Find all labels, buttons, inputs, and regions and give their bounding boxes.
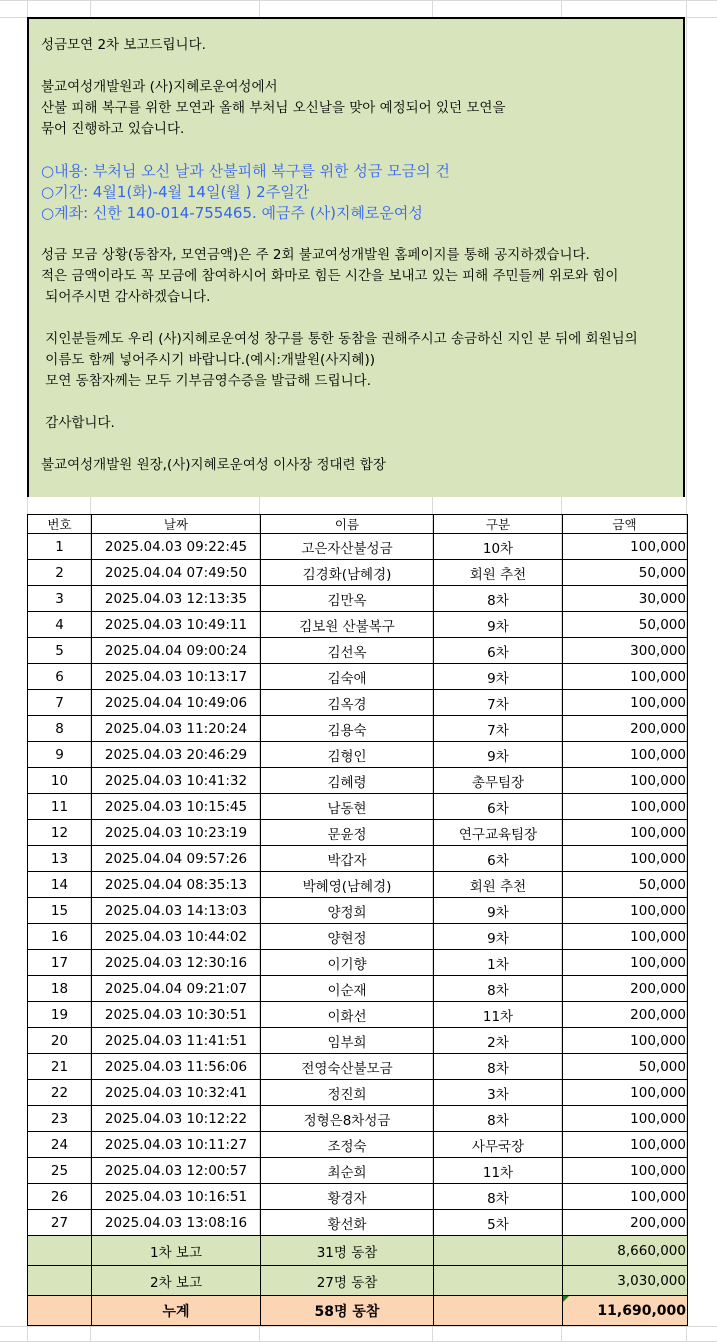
cell-name[interactable]: 박갑자 <box>261 846 434 872</box>
table-row <box>28 794 688 820</box>
cell-amount[interactable]: 200,000 <box>563 976 688 1002</box>
notice-status: 되어주시면 감사하겠습니다. <box>41 289 211 305</box>
table-row <box>28 846 688 872</box>
cell-no[interactable]: 17 <box>28 950 92 976</box>
table-row <box>28 898 688 924</box>
cell-no[interactable]: 2 <box>28 560 92 586</box>
cell-date[interactable]: 2025.04.03 10:12:22 <box>92 1106 261 1132</box>
cell-empty[interactable] <box>434 1266 563 1296</box>
info-content: ○내용: 부처님 오신 날과 산불피해 복구를 위한 성금 모금의 건 <box>41 162 450 180</box>
cell-category[interactable]: 9차 <box>434 898 563 924</box>
table-row <box>28 534 688 560</box>
cell-amount[interactable]: 100,000 <box>563 1158 688 1184</box>
table-row <box>28 976 688 1002</box>
cell-amount[interactable]: 200,000 <box>563 1210 688 1236</box>
table-row <box>28 1002 688 1028</box>
cell-category[interactable]: 1차 <box>434 950 563 976</box>
notice-ask: 이름도 함께 넣어주시기 바랍니다.(예시:개발원(사지혜)) <box>41 352 375 368</box>
cell-amount[interactable]: 100,000 <box>563 898 688 924</box>
cell-category[interactable]: 8차 <box>434 976 563 1002</box>
cell-category[interactable]: 10차 <box>434 534 563 560</box>
cell-no[interactable]: 3 <box>28 586 92 612</box>
cell-name[interactable]: 황경자 <box>261 1184 434 1210</box>
cell-date[interactable]: 2025.04.03 10:44:02 <box>92 924 261 950</box>
cell-category[interactable]: 5차 <box>434 1210 563 1236</box>
notice-intro: 묶어 진행하고 있습니다. <box>41 121 185 137</box>
cell-category[interactable]: 9차 <box>434 742 563 768</box>
table-row <box>28 950 688 976</box>
cell-name[interactable]: 황선화 <box>261 1210 434 1236</box>
cell-name[interactable]: 이화선 <box>261 1002 434 1028</box>
cell-amount[interactable]: 100,000 <box>563 924 688 950</box>
cell-empty[interactable] <box>28 1266 92 1296</box>
table-row <box>28 768 688 794</box>
cell-name[interactable]: 양현정 <box>261 924 434 950</box>
grid-line <box>0 1326 717 1327</box>
info-period: ○기간: 4월1(화)-4월 14일(월 ) 2주일간 <box>41 183 310 201</box>
cell-amount[interactable]: 100,000 <box>563 1184 688 1210</box>
cell-amount[interactable]: 100,000 <box>563 690 688 716</box>
summary-row <box>28 1266 688 1296</box>
cell-amount[interactable]: 100,000 <box>563 1028 688 1054</box>
cell-name[interactable]: 정형은8차성금 <box>261 1106 434 1132</box>
notice-status: 적은 금액이라도 꼭 모금에 참여하시어 화마로 힘든 시간을 보내고 있는 피해 주민들께 위로와 힘이 <box>41 268 619 284</box>
cell-date[interactable]: 2025.04.03 11:41:51 <box>92 1028 261 1054</box>
cell-amount[interactable]: 100,000 <box>563 534 688 560</box>
total-amount[interactable]: 11,690,000 <box>563 1296 688 1326</box>
cell-date[interactable]: 2025.04.03 11:20:24 <box>92 716 261 742</box>
cell-name[interactable]: 문윤정 <box>261 820 434 846</box>
cell-category[interactable]: 7차 <box>434 716 563 742</box>
total-row <box>28 1296 688 1326</box>
cell-no[interactable]: 10 <box>28 768 92 794</box>
cell-amount[interactable]: 300,000 <box>563 638 688 664</box>
cell-category[interactable]: 6차 <box>434 846 563 872</box>
notice-box <box>27 17 685 497</box>
cell-no[interactable]: 25 <box>28 1158 92 1184</box>
table-row <box>28 1080 688 1106</box>
cell-name[interactable]: 이기향 <box>261 950 434 976</box>
cell-amount[interactable]: 50,000 <box>563 1054 688 1080</box>
cell-no[interactable]: 22 <box>28 1080 92 1106</box>
cell-no[interactable]: 19 <box>28 1002 92 1028</box>
cell-amount[interactable]: 100,000 <box>563 664 688 690</box>
table-row <box>28 1158 688 1184</box>
cell-name[interactable]: 김보원 산불복구 <box>261 612 434 638</box>
cell-category[interactable]: 6차 <box>434 794 563 820</box>
cell-no[interactable]: 11 <box>28 794 92 820</box>
table-row <box>28 690 688 716</box>
summary-label[interactable]: 2차 보고 <box>92 1266 261 1296</box>
cell-date[interactable]: 2025.04.03 09:22:45 <box>92 534 261 560</box>
cell-no[interactable]: 6 <box>28 664 92 690</box>
cell-no[interactable]: 21 <box>28 1054 92 1080</box>
notice-thanks: 감사합니다. <box>41 415 115 431</box>
cell-name[interactable]: 정진희 <box>261 1080 434 1106</box>
cell-category[interactable]: 9차 <box>434 664 563 690</box>
info-account: ○계좌: 신한 140-014-755465. 예금주 (사)지혜로운여성 <box>41 204 423 222</box>
table-row <box>28 1184 688 1210</box>
cell-amount[interactable]: 50,000 <box>563 872 688 898</box>
table-row <box>28 872 688 898</box>
notice-ask: 지인분들께도 우리 (사)지혜로운여성 창구를 통한 동참을 권해주시고 송금하신 지인 분 뒤에 회원님의 <box>41 331 638 347</box>
cell-date[interactable]: 2025.04.03 10:30:51 <box>92 1002 261 1028</box>
cell-category[interactable]: 2차 <box>434 1028 563 1054</box>
cell-category[interactable]: 총무팀장 <box>434 768 563 794</box>
cell-no[interactable]: 27 <box>28 1210 92 1236</box>
notice-title: 성금모연 2차 보고드립니다. <box>41 37 206 53</box>
cell-category[interactable]: 9차 <box>434 612 563 638</box>
cell-date[interactable]: 2025.04.04 09:00:24 <box>92 638 261 664</box>
cell-name[interactable]: 전영숙산불모금 <box>261 1054 434 1080</box>
header-name[interactable]: 이름 <box>261 515 434 534</box>
cell-no[interactable]: 16 <box>28 924 92 950</box>
total-label[interactable]: 누계 <box>92 1296 261 1326</box>
cell-category[interactable]: 연구교육팀장 <box>434 820 563 846</box>
cell-category[interactable]: 11차 <box>434 1002 563 1028</box>
cell-no[interactable]: 23 <box>28 1106 92 1132</box>
cell-amount[interactable]: 200,000 <box>563 716 688 742</box>
cell-name[interactable]: 남동현 <box>261 794 434 820</box>
cell-name[interactable]: 임부희 <box>261 1028 434 1054</box>
cell-name[interactable]: 김숙애 <box>261 664 434 690</box>
cell-category[interactable]: 9차 <box>434 924 563 950</box>
summary-amount[interactable]: 3,030,000 <box>563 1266 688 1296</box>
cell-name[interactable]: 김옥경 <box>261 690 434 716</box>
cell-category[interactable]: 회원 추천 <box>434 872 563 898</box>
cell-date[interactable]: 2025.04.03 12:30:16 <box>92 950 261 976</box>
cell-date[interactable]: 2025.04.04 10:49:06 <box>92 690 261 716</box>
cell-no[interactable]: 18 <box>28 976 92 1002</box>
notice-status: 성금 모금 상황(동참자, 모연금액)은 주 2회 불교여성개발원 홈페이지를 통해 공지하겠습니다. <box>41 247 590 263</box>
table-header-row <box>28 515 688 534</box>
cell-no[interactable]: 12 <box>28 820 92 846</box>
cell-amount[interactable]: 50,000 <box>563 560 688 586</box>
cell-category[interactable]: 8차 <box>434 1106 563 1132</box>
cell-no[interactable]: 14 <box>28 872 92 898</box>
grid-line <box>0 0 717 1</box>
summary-participants[interactable]: 31명 동참 <box>261 1236 434 1266</box>
table-row <box>28 586 688 612</box>
cell-amount[interactable]: 50,000 <box>563 612 688 638</box>
notice-ask: 모연 동참자께는 모두 기부금영수증을 발급해 드립니다. <box>41 373 371 389</box>
notice-signature: 불교여성개발원 원장,(사)지혜로운여성 이사장 정대련 합장 <box>41 457 386 473</box>
cell-name[interactable]: 이순재 <box>261 976 434 1002</box>
cell-amount[interactable]: 100,000 <box>563 742 688 768</box>
table-row <box>28 1054 688 1080</box>
cell-empty[interactable] <box>28 1236 92 1266</box>
cell-no[interactable]: 5 <box>28 638 92 664</box>
cell-date[interactable]: 2025.04.03 10:49:11 <box>92 612 261 638</box>
cell-amount[interactable]: 100,000 <box>563 768 688 794</box>
table-row <box>28 1028 688 1054</box>
table-row <box>28 1106 688 1132</box>
cell-date[interactable]: 2025.04.03 13:08:16 <box>92 1210 261 1236</box>
cell-no[interactable]: 26 <box>28 1184 92 1210</box>
cell-date[interactable]: 2025.04.03 10:16:51 <box>92 1184 261 1210</box>
cell-name[interactable]: 김용숙 <box>261 716 434 742</box>
cell-amount[interactable]: 100,000 <box>563 1080 688 1106</box>
table-row <box>28 1210 688 1236</box>
cell-name[interactable]: 양정희 <box>261 898 434 924</box>
cell-date[interactable]: 2025.04.03 11:56:06 <box>92 1054 261 1080</box>
cell-date[interactable]: 2025.04.03 12:00:57 <box>92 1158 261 1184</box>
cell-category[interactable]: 11차 <box>434 1158 563 1184</box>
cell-name[interactable]: 김형인 <box>261 742 434 768</box>
donation-table <box>27 514 688 1326</box>
cell-date[interactable]: 2025.04.04 07:49:50 <box>92 560 261 586</box>
cell-name[interactable]: 조정숙 <box>261 1132 434 1158</box>
cell-date[interactable]: 2025.04.03 20:46:29 <box>92 742 261 768</box>
cell-amount[interactable]: 200,000 <box>563 1002 688 1028</box>
table-row <box>28 924 688 950</box>
cell-amount[interactable]: 100,000 <box>563 1132 688 1158</box>
cell-amount[interactable]: 100,000 <box>563 820 688 846</box>
cell-no[interactable]: 15 <box>28 898 92 924</box>
cell-date[interactable]: 2025.04.03 10:15:45 <box>92 794 261 820</box>
cell-name[interactable]: 최순희 <box>261 1158 434 1184</box>
cell-name[interactable]: 김경화(남혜경) <box>261 560 434 586</box>
cell-date[interactable]: 2025.04.03 10:11:27 <box>92 1132 261 1158</box>
cell-date[interactable]: 2025.04.03 10:13:17 <box>92 664 261 690</box>
table-row <box>28 742 688 768</box>
cell-no[interactable]: 9 <box>28 742 92 768</box>
cell-date[interactable]: 2025.04.03 10:41:32 <box>92 768 261 794</box>
cell-amount[interactable]: 30,000 <box>563 586 688 612</box>
cell-date[interactable]: 2025.04.03 14:13:03 <box>92 898 261 924</box>
summary-row <box>28 1236 688 1266</box>
cell-category[interactable]: 8차 <box>434 1184 563 1210</box>
cell-amount[interactable]: 100,000 <box>563 1106 688 1132</box>
cell-name[interactable]: 김선옥 <box>261 638 434 664</box>
cell-no[interactable]: 7 <box>28 690 92 716</box>
cell-name[interactable]: 고은자산불성금 <box>261 534 434 560</box>
cell-name[interactable]: 김혜령 <box>261 768 434 794</box>
cell-no[interactable]: 13 <box>28 846 92 872</box>
header-no[interactable]: 번호 <box>28 515 92 534</box>
summary-label[interactable]: 1차 보고 <box>92 1236 261 1266</box>
cell-category[interactable]: 8차 <box>434 586 563 612</box>
cell-category[interactable]: 회원 추천 <box>434 560 563 586</box>
header-category[interactable]: 구분 <box>434 515 563 534</box>
cell-category[interactable]: 3차 <box>434 1080 563 1106</box>
table-row <box>28 612 688 638</box>
cell-date[interactable]: 2025.04.03 10:23:19 <box>92 820 261 846</box>
cell-amount[interactable]: 100,000 <box>563 950 688 976</box>
cell-category[interactable]: 사무국장 <box>434 1132 563 1158</box>
table-row <box>28 716 688 742</box>
cell-date[interactable]: 2025.04.04 09:21:07 <box>92 976 261 1002</box>
notice-intro: 산불 피해 복구를 위한 모연과 올해 부처님 오신날을 맞아 예정되어 있던 모연을 <box>41 100 506 116</box>
cell-no[interactable]: 1 <box>28 534 92 560</box>
cell-name[interactable]: 김만옥 <box>261 586 434 612</box>
cell-category[interactable]: 7차 <box>434 690 563 716</box>
cell-no[interactable]: 24 <box>28 1132 92 1158</box>
table-row <box>28 820 688 846</box>
cell-amount[interactable]: 100,000 <box>563 846 688 872</box>
cell-date[interactable]: 2025.04.04 09:57:26 <box>92 846 261 872</box>
header-date[interactable]: 날짜 <box>92 515 261 534</box>
cell-no[interactable]: 4 <box>28 612 92 638</box>
cell-date[interactable]: 2025.04.04 08:35:13 <box>92 872 261 898</box>
cell-amount[interactable]: 100,000 <box>563 794 688 820</box>
cell-date[interactable]: 2025.04.03 10:32:41 <box>92 1080 261 1106</box>
cell-no[interactable]: 8 <box>28 716 92 742</box>
cell-empty[interactable] <box>434 1236 563 1266</box>
total-participants[interactable]: 58명 동참 <box>261 1296 434 1326</box>
formula-indicator-icon <box>563 1296 569 1302</box>
cell-category[interactable]: 6차 <box>434 638 563 664</box>
table-row <box>28 560 688 586</box>
header-amount[interactable]: 금액 <box>563 515 688 534</box>
summary-participants[interactable]: 27명 동참 <box>261 1266 434 1296</box>
cell-empty[interactable] <box>434 1296 563 1326</box>
table-row <box>28 664 688 690</box>
cell-name[interactable]: 박혜영(남혜경) <box>261 872 434 898</box>
cell-no[interactable]: 20 <box>28 1028 92 1054</box>
table-row <box>28 638 688 664</box>
table-row <box>28 1132 688 1158</box>
notice-intro: 불교여성개발원과 (사)지혜로운여성에서 <box>41 79 278 95</box>
cell-date[interactable]: 2025.04.03 12:13:35 <box>92 586 261 612</box>
summary-amount[interactable]: 8,660,000 <box>563 1236 688 1266</box>
cell-category[interactable]: 8차 <box>434 1054 563 1080</box>
cell-empty[interactable] <box>28 1296 92 1326</box>
